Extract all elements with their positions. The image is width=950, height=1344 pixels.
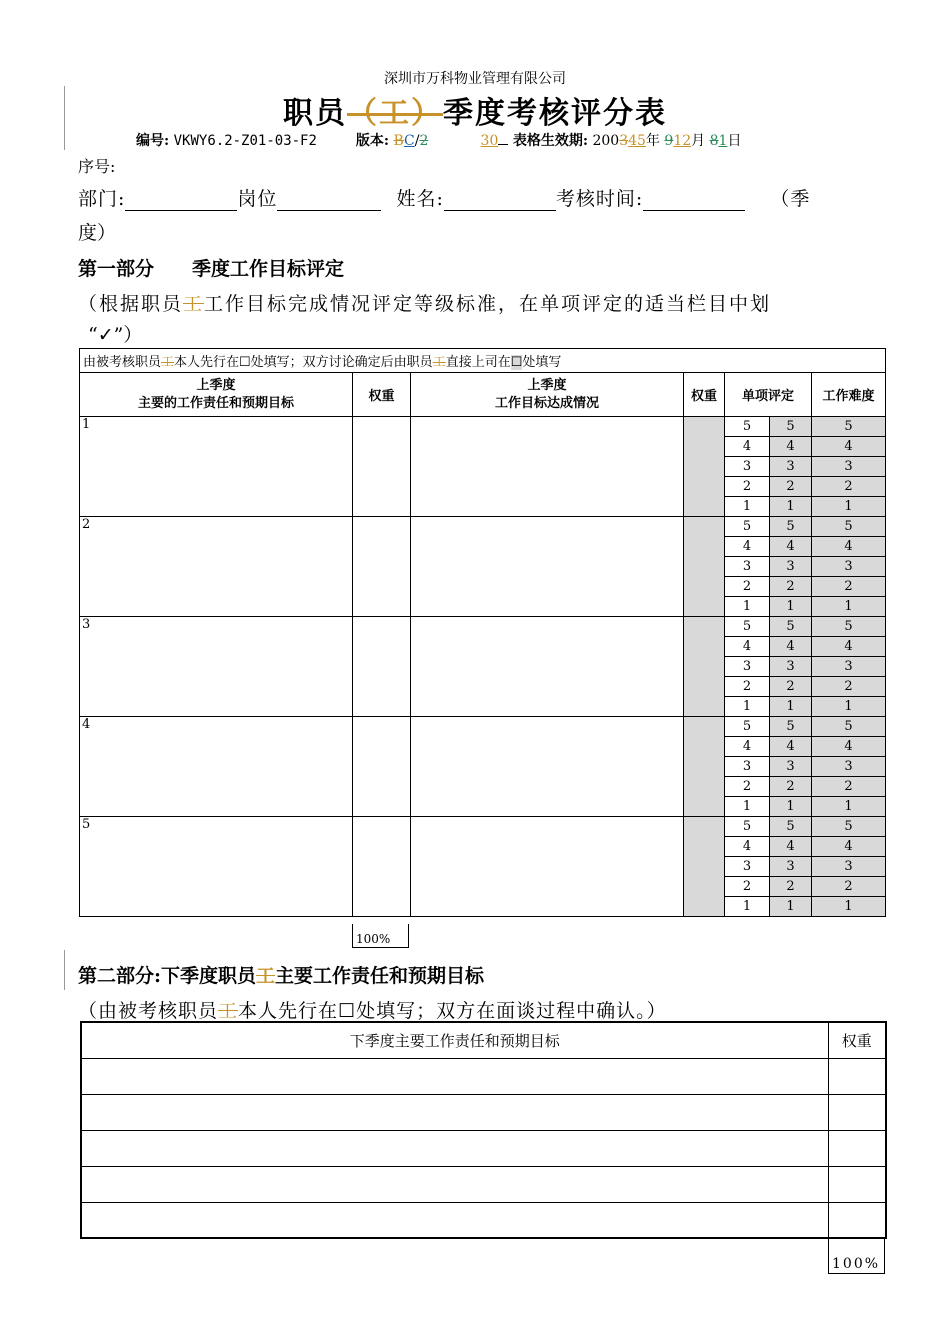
self-rating-option[interactable]: 5	[725, 517, 770, 537]
weight-total: 100%	[352, 924, 409, 948]
achievement-cell[interactable]	[411, 717, 684, 817]
serial-label: 序号:	[78, 157, 116, 176]
manager-rating-option[interactable]: 5	[770, 617, 812, 637]
manager-rating-option[interactable]: 3	[770, 757, 812, 777]
difficulty-option[interactable]: 4	[812, 437, 886, 457]
difficulty-option[interactable]: 3	[812, 557, 886, 577]
next-goal-cell[interactable]	[81, 1202, 828, 1238]
col-header-difficulty: 工作难度	[812, 373, 886, 417]
next-weight-cell[interactable]	[828, 1202, 886, 1238]
table-note: 由被考核职员工本人先行在☐处填写；双方讨论确定后由职员工直接上司在☐处填写	[80, 349, 886, 373]
manager-rating-option[interactable]: 4	[770, 637, 812, 657]
col-header-weight-next: 权重	[828, 1022, 886, 1058]
self-rating-option[interactable]: 1	[725, 897, 770, 917]
part2-table	[80, 1021, 887, 1239]
next-weight-cell[interactable]	[828, 1166, 886, 1202]
col-header-last-goals: 上季度 主要的工作责任和预期目标	[80, 373, 353, 417]
manager-rating-option[interactable]: 2	[770, 877, 812, 897]
self-rating-option[interactable]: 4	[725, 837, 770, 857]
next-weight-cell[interactable]	[828, 1130, 886, 1166]
next-goal-cell[interactable]	[81, 1166, 828, 1202]
achievement-cell[interactable]	[411, 517, 684, 617]
goal-cell[interactable]: 2	[80, 517, 353, 617]
goal-weight-cell[interactable]	[353, 617, 411, 717]
part2-instruction: （由被考核职员工本人先行在☐处填写；双方在面谈过程中确认。）	[78, 1000, 667, 1022]
manager-rating-option[interactable]: 5	[770, 417, 812, 437]
manager-rating-option[interactable]: 3	[770, 557, 812, 577]
difficulty-option[interactable]: 2	[812, 577, 886, 597]
self-rating-option[interactable]: 4	[725, 537, 770, 557]
achievement-cell[interactable]	[411, 617, 684, 717]
achievement-cell[interactable]	[411, 817, 684, 917]
manager-rating-option[interactable]: 4	[770, 537, 812, 557]
self-rating-option[interactable]: 5	[725, 717, 770, 737]
self-rating-option[interactable]: 2	[725, 477, 770, 497]
self-rating-option[interactable]: 2	[725, 777, 770, 797]
goal-cell[interactable]: 3	[80, 617, 353, 717]
info-line: 部门: 岗位 姓名: 考核时间: （季	[78, 188, 811, 210]
difficulty-option[interactable]: 1	[812, 897, 886, 917]
manager-rating-option[interactable]: 3	[770, 857, 812, 877]
self-rating-option[interactable]: 1	[725, 597, 770, 617]
self-rating-option[interactable]: 3	[725, 757, 770, 777]
manager-rating-option[interactable]: 4	[770, 437, 812, 457]
manager-rating-option[interactable]: 5	[770, 517, 812, 537]
company-name: 深圳市万科物业管理有限公司	[384, 71, 566, 87]
self-rating-option[interactable]: 1	[725, 497, 770, 517]
goal-cell[interactable]: 1	[80, 417, 353, 517]
achievement-cell[interactable]	[411, 417, 684, 517]
self-rating-option[interactable]: 2	[725, 577, 770, 597]
part2-heading: 第二部分:下季度职员工主要工作责任和预期目标	[78, 965, 485, 987]
difficulty-option[interactable]: 4	[812, 737, 886, 757]
change-bar	[64, 950, 65, 990]
achievement-weight-cell[interactable]	[684, 717, 725, 817]
difficulty-option[interactable]: 3	[812, 857, 886, 877]
part1-heading: 第一部分 季度工作目标评定	[78, 258, 345, 280]
self-rating-option[interactable]: 3	[725, 857, 770, 877]
manager-rating-option[interactable]: 2	[770, 577, 812, 597]
difficulty-option[interactable]: 2	[812, 777, 886, 797]
manager-rating-option[interactable]: 4	[770, 737, 812, 757]
self-rating-option[interactable]: 5	[725, 817, 770, 837]
difficulty-option[interactable]: 1	[812, 597, 886, 617]
achievement-weight-cell[interactable]	[684, 617, 725, 717]
goal-weight-cell[interactable]	[353, 517, 411, 617]
self-rating-option[interactable]: 5	[725, 617, 770, 637]
manager-rating-option[interactable]: 1	[770, 897, 812, 917]
manager-rating-option[interactable]: 3	[770, 657, 812, 677]
manager-rating-option[interactable]: 1	[770, 797, 812, 817]
difficulty-option[interactable]: 5	[812, 717, 886, 737]
col-header-next-goals: 下季度主要工作责任和预期目标	[81, 1022, 828, 1058]
part1-table	[79, 348, 886, 917]
self-rating-option[interactable]: 2	[725, 877, 770, 897]
difficulty-option[interactable]: 2	[812, 477, 886, 497]
manager-rating-option[interactable]: 1	[770, 497, 812, 517]
weight-total-next: 100%	[828, 1238, 885, 1274]
achievement-weight-cell[interactable]	[684, 517, 725, 617]
self-rating-option[interactable]: 4	[725, 737, 770, 757]
manager-rating-option[interactable]: 4	[770, 837, 812, 857]
difficulty-option[interactable]: 5	[812, 417, 886, 437]
goal-cell[interactable]: 5	[80, 817, 353, 917]
page-title: 职员（工）季度考核评分表	[283, 96, 667, 131]
manager-rating-option[interactable]: 5	[770, 717, 812, 737]
manager-rating-option[interactable]: 3	[770, 457, 812, 477]
col-header-rating: 单项评定	[725, 373, 812, 417]
achievement-weight-cell[interactable]	[684, 817, 725, 917]
difficulty-option[interactable]: 4	[812, 837, 886, 857]
time-field[interactable]	[643, 210, 745, 211]
col-header-weight: 权重	[353, 373, 411, 417]
self-rating-option[interactable]: 3	[725, 457, 770, 477]
next-goal-cell[interactable]	[81, 1130, 828, 1166]
self-rating-option[interactable]: 4	[725, 437, 770, 457]
manager-rating-option[interactable]: 2	[770, 477, 812, 497]
col-header-weight-2: 权重	[684, 373, 725, 417]
next-goal-cell[interactable]	[81, 1094, 828, 1130]
difficulty-option[interactable]: 1	[812, 697, 886, 717]
part1-instruction: （根据职员工工作目标完成情况评定等级标准，在单项评定的适当栏目中划	[78, 293, 772, 315]
difficulty-option[interactable]: 1	[812, 497, 886, 517]
name-field[interactable]	[444, 210, 556, 211]
manager-rating-option[interactable]: 2	[770, 777, 812, 797]
goal-weight-cell[interactable]	[353, 717, 411, 817]
self-rating-option[interactable]: 3	[725, 557, 770, 577]
difficulty-option[interactable]: 4	[812, 637, 886, 657]
manager-rating-option[interactable]: 5	[770, 817, 812, 837]
difficulty-option[interactable]: 2	[812, 677, 886, 697]
difficulty-option[interactable]: 3	[812, 757, 886, 777]
difficulty-option[interactable]: 3	[812, 457, 886, 477]
self-rating-option[interactable]: 2	[725, 677, 770, 697]
self-rating-option[interactable]: 5	[725, 417, 770, 437]
dept-field[interactable]	[125, 210, 237, 211]
manager-rating-option[interactable]: 1	[770, 697, 812, 717]
part1-instruction-line2: “✓”）	[88, 324, 143, 346]
difficulty-option[interactable]: 5	[812, 517, 886, 537]
goal-weight-cell[interactable]	[353, 817, 411, 917]
next-goal-cell[interactable]	[81, 1058, 828, 1094]
self-rating-option[interactable]: 1	[725, 697, 770, 717]
manager-rating-option[interactable]: 1	[770, 597, 812, 617]
self-rating-option[interactable]: 3	[725, 657, 770, 677]
difficulty-option[interactable]: 2	[812, 877, 886, 897]
difficulty-option[interactable]: 4	[812, 537, 886, 557]
difficulty-option[interactable]: 3	[812, 657, 886, 677]
self-rating-option[interactable]: 4	[725, 637, 770, 657]
col-header-achievement: 上季度 工作目标达成情况	[411, 373, 684, 417]
difficulty-option[interactable]: 5	[812, 817, 886, 837]
difficulty-option[interactable]: 1	[812, 797, 886, 817]
achievement-weight-cell[interactable]	[684, 417, 725, 517]
manager-rating-option[interactable]: 2	[770, 677, 812, 697]
next-weight-cell[interactable]	[828, 1058, 886, 1094]
meta-line: 编号: VKWY6.2-Z01-03-F2 版本: BC/2 30 表格生效期: 200345年 912月 81日	[136, 133, 742, 149]
season-close: 度）	[78, 222, 117, 244]
goal-cell[interactable]: 4	[80, 717, 353, 817]
difficulty-option[interactable]: 5	[812, 617, 886, 637]
goal-weight-cell[interactable]	[353, 417, 411, 517]
post-field[interactable]	[277, 210, 381, 211]
self-rating-option[interactable]: 1	[725, 797, 770, 817]
next-weight-cell[interactable]	[828, 1094, 886, 1130]
